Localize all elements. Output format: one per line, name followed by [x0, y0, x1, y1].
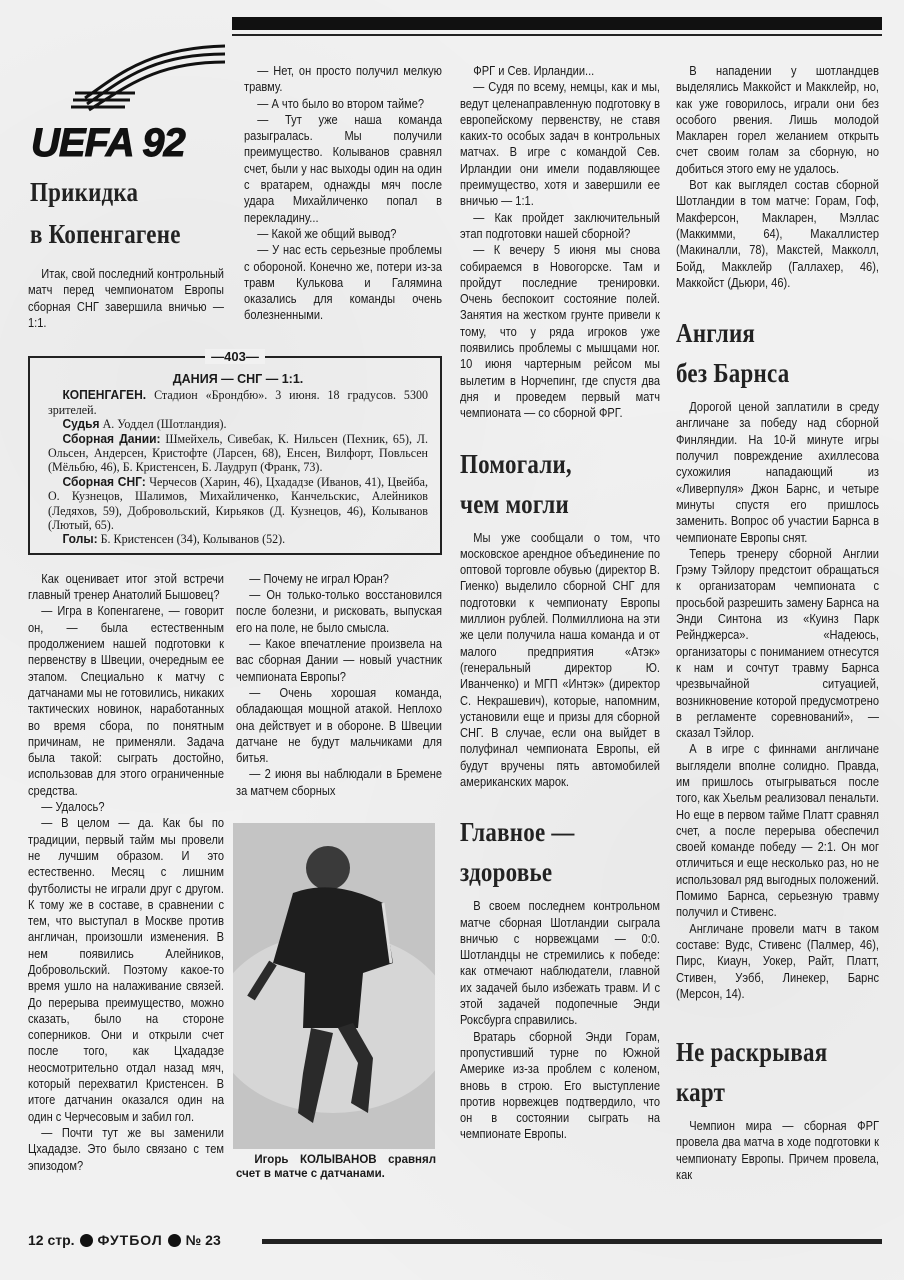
match-report-box — [28, 349, 442, 555]
article-angliya-paragraph: Дорогой ценой заплатили в среду англичане за победу над сборной Финляндии. На 10-й минуте игры получил повреждение ахиллесова сухожилия нападающий из «Ливерпуля» Джон Барнс, и четыре минуты спустя его пришлось заменить. Вопрос об участии Барнса в чемпионате Европы снят. — [676, 400, 879, 545]
interview-paragraph: — 2 июня вы наблюдали в Бремене за матчем сборных — [236, 767, 442, 798]
column-3 — [460, 63, 660, 1143]
report-number: —403— — [205, 349, 265, 364]
report-label: Судья — [62, 416, 100, 432]
column-4 — [676, 63, 879, 1183]
headline-angliya: Англия — [676, 318, 756, 349]
interview-paragraph: — К вечеру 5 июня мы снова собираемся в Новогорске. Там и пройдут последние тренировки. Очень беспокоит состояние полей. Занятия на жестком грунте привели к тому, что у ряда игроков уже появились проблемы с мышцами ног. 10 июня чартерным рейсом мы вылетим в Норчепинг, где спустя два дня и проведем первый матч чемпионата — со сборной ФРГ. — [460, 243, 660, 421]
footer-rule — [262, 1239, 882, 1244]
article-ne-raskryvaya-text — [676, 1118, 879, 1183]
page-footer — [28, 1232, 221, 1248]
player-photo — [233, 823, 435, 1149]
page-number: 12 стр. — [28, 1232, 75, 1248]
article-glavnoe-text — [460, 898, 660, 1142]
article-glavnoe-paragraph: Вратарь сборной Энди Горам, пропустивший турне по Южной Америке из-за проблем с коленом, вновь в строю. Его выступление против норвежцев подтвердило, что он в состоянии сыграть на чемпионате Европы. — [460, 1029, 660, 1142]
article-glavnoe-paragraph: В своем последнем контрольном матче сборная Шотландии сыграла вничью с норвежцами — 0:0. Шотландцы не стремились к победе: как отмечают наблюдатели, главной их задачей было избежать травм. И с этой задачей подопечные Энди Роксбурга справились. — [460, 899, 660, 1028]
report-text: Черчесов (Харин, 46), Цхададзе (Иванов, 41), Цвейба, О. Кузнецов, Шалимов, Михайличенко, Канчельскис, Алейников (Ледяхов, 59), Добровольский, Кирьяков (Д. Кузнецов, 46), Колыванов (Лютый, 65). — [48, 474, 428, 533]
report-line — [48, 432, 428, 475]
interview-paragraph: — Как пройдет заключительный этап подготовки нашей сборной? — [460, 210, 660, 241]
interview-paragraph: — Какой же общий вывод? — [257, 226, 397, 241]
header-rule — [232, 17, 882, 30]
bullet-icon — [80, 1234, 93, 1247]
interview-paragraph: — Почему не играл Юран? — [249, 571, 389, 586]
interview-text — [460, 63, 660, 422]
article-pomogali-paragraph: Мы уже сообщали о том, что московское арендное объединение по оптовой торговле обувью (директор В. Гиенко) выделило сборной СНГ для подготовки к чемпионату Европы миллион рублей. Полмиллиона на эти же цели получила наша команда и от малого предприятия «Атэк» (генеральный директор Ю. Иванченко) и МГП «Интэк» (директор С. Некрашевич), которые, напомним, установили еще и призы для сборной СНГ. В случае, если она выйдет в полуфинал чемпионата Европы, ей будут вручены пять автомобилей американских марок. — [460, 530, 660, 789]
interview-paragraph: — Тут уже наша команда разыгралась. Мы получили преимущество. Колыванов сравнял счет, были у нас выходы один на один с вратарем, однажды мяч после удара Михайличенко попал в перекладину... — [244, 112, 442, 225]
report-line — [48, 417, 428, 431]
article-angliya-paragraph: Теперь тренеру сборной Англии Грэму Тэйлору предстоит обращаться к организаторам чемпионата с просьбой разрешить замену Барнса на Энди Синтона из «Куинз Парк Рейнджерса». «Надеюсь, организаторы с пониманием отнесутся к нам и сочтут травму Барнса чрезвычайной ситуацией, возникновение которой предусмотрено в регламенте соревнований», — сказал Тэйлор. — [676, 546, 879, 741]
report-line — [48, 532, 428, 546]
report-line — [48, 475, 428, 533]
interview-text — [28, 571, 224, 1181]
intro-text — [28, 266, 224, 331]
report-text: А. Уоддел (Шотландия). — [99, 417, 227, 432]
bullet-icon — [168, 1234, 181, 1247]
report-label: Голы: — [62, 531, 98, 547]
article-glavnoe-paragraph: В нападении у шотландцев выделялись Маккойст и Макклейр, но, как уже говорилось, играли они без особого рвения. Лишь молодой Макларен горел желанием открыть счет своим голам за сборную, но добиться этого ему не удалось. — [676, 64, 879, 176]
interview-paragraph: — В целом — да. Как бы по традиции, первый тайм мы провели не лучшим образом. И это естественно. Месяц с лишним футболисты не играли друг с другом. К тому же в составе, в сравнении с тем, что выступал в Москве против англичан, произошли изменения. В нем появились Алейников, Добровольский. Поэтому какое-то время ушло на налаживание связей. До перерыва преимущество, можно сказать, было на стороне соперников. Они и открыли счет после того, как Цхададзе неосмотрительно отдал назад мяч, который перехватил Кристенсен. В итоге датчанин оказался один на один с Черчесовым и забил гол. — [28, 816, 224, 1124]
article-pomogali-text — [460, 530, 660, 791]
interview-text — [236, 571, 442, 799]
article-angliya-text — [676, 399, 879, 1002]
article-angliya-paragraph: А в игре с финнами англичане выглядели вполне солидно. Правда, им пришлось отыгрываться после того, как Хьельм реализовал пенальти. Но еще в первом тайме Платт сравнял счет, а после перерыва обеспечил своей команде победу — 2:1. Он мог отличиться и еще несколько раз, но не использовал ряд выгодных положений. Помимо Барнса, серьезную травму получил и Стивенс. — [676, 742, 879, 920]
interview-paragraph: — Удалось? — [41, 800, 105, 815]
headline-kart: карт — [676, 1077, 726, 1108]
report-label: КОПЕНГАГЕН. — [62, 387, 147, 403]
article-glavnoe-text — [676, 63, 879, 291]
headline-bez-barnsa: без Барнса — [676, 358, 790, 389]
interview-paragraph: — Нет, он просто получил мелкую травму. — [244, 64, 442, 95]
headline-prikidka: Прикидка — [30, 177, 139, 207]
interview-text — [244, 63, 442, 324]
issue-number: № 23 — [185, 1232, 221, 1248]
lower-left-block — [28, 349, 442, 1181]
report-line — [48, 388, 428, 417]
newspaper-name: ФУТБОЛ — [97, 1232, 163, 1248]
report-text: Б. Кристенсен (34), Колыванов (52). — [97, 532, 286, 547]
report-text: Шмейхель, Сивебак, К. Нильсен (Пехник, 65), Л. Ольсен, Андерсен, Кристофте (Ларсен, 68), Енсен, Вилфорт, Повльсен (Мёльбю, 46), Б. Кристенсен, Б. Лаудруп (Франк, 73). — [48, 431, 428, 475]
article-angliya-paragraph: Англичане провели матч в таком составе: Вудс, Стивенс (Палмер, 46), Пирс, Киаун, Уокер, Райт, Платт, Стивен, Уэбб, Линекер, Барнс (Мерсон, 14). — [676, 921, 879, 1001]
logo-text: UEFA 92 — [31, 121, 185, 163]
match-title: ДАНИЯ — СНГ — 1:1. — [172, 372, 304, 386]
interview-paragraph: — Очень хорошая команда, обладающая мощной атакой. Неплохо она действует и в обороне. В Швеции датчане не будут мальчиками для битья. — [236, 685, 442, 766]
headline-zdorovie: здоровье — [460, 857, 553, 888]
interview-paragraph: — Игра в Копенгагене, — говорит он, — была естественным продолжением нашей подготовки к первенству в Швеции, очередным ее этапом. Специально к матчу с датчанами мы не готовились, никаких тактических новинок, наработанных во время сбора, по понятным причинам, не применяли. Задача была такой: сыграть достойно, использовав для этого ограниченные средства. — [28, 604, 224, 798]
interview-paragraph: — Он только-только восстановился после болезни, и рисковать, выпуская его на поле, не было смысла. — [236, 588, 442, 635]
headline-pomogali: Помогали, — [460, 448, 572, 479]
headline-v-kopengagene: в Копенгагене — [30, 219, 181, 249]
report-label: Сборная Дании: — [62, 430, 161, 446]
interview-paragraph: — Почти тут же вы заменили Цхададзе. Это было связано с тем эпизодом? — [28, 1125, 224, 1173]
intro-paragraph: Итак, свой последний контрольный матч перед чемпионатом Европы сборная СНГ завершила вничью — 1:1. — [28, 267, 224, 330]
headline-chem-mogli: чем могли — [460, 488, 569, 519]
interview-paragraph: — У нас есть серьезные проблемы с обороной. Конечно же, потери из-за травм Кулькова и Галямина оказались для команды очень болезненными. — [244, 243, 442, 323]
interview-paragraph: — Какое впечатление произвела на вас сборная Дании — новый участник чемпионата Европы? — [236, 637, 442, 684]
headline-glavnoe: Главное — — [460, 817, 575, 848]
euro-92-logo — [25, 38, 225, 163]
photo-caption: Игорь КОЛЫВАНОВ сравнял счет в матче с датчанами. — [236, 1154, 436, 1180]
article-ne-raskryvaya-paragraph: Чемпион мира — сборная ФРГ провела два матча в ходе подготовки к чемпионату Европы. Причем провела, как — [676, 1119, 879, 1183]
interview-paragraph: — А что было во втором тайме? — [257, 96, 425, 111]
header-rule-thin — [232, 34, 882, 36]
report-text: Стадион «Брондбю». 3 июня. 18 градусов. 5300 зрителей. — [48, 388, 428, 417]
headline-ne-raskryvaya: Не раскрывая — [676, 1037, 828, 1068]
article-glavnoe-paragraph: Вот как выглядел состав сборной Шотландии в том матче: Горам, Гоф, Макферсон, Макларен, Мэллас (Маккимми, 64), Макаллистер (Макиналли, 78), Макстей, Макколл, Бойд, Макклейр (Галлахер, 46), Маккойст (Дьюри, 46). — [676, 178, 879, 290]
report-label: Сборная СНГ: — [62, 473, 146, 489]
interview-paragraph: Как оценивает итог этой встречи главный тренер Анатолий Бышовец? — [28, 571, 224, 603]
interview-paragraph: — Судя по всему, немцы, как и мы, ведут целенаправленную подготовку в европейскому первенству, не ставя каких-то особых задач в контрольных матчах. В игре с командой Сев. Ирландии они имели подавляющее преимущество, хотя и завершили ее вничью — 1:1. — [460, 80, 660, 209]
interview-paragraph: ФРГ и Сев. Ирландии... — [473, 64, 595, 78]
